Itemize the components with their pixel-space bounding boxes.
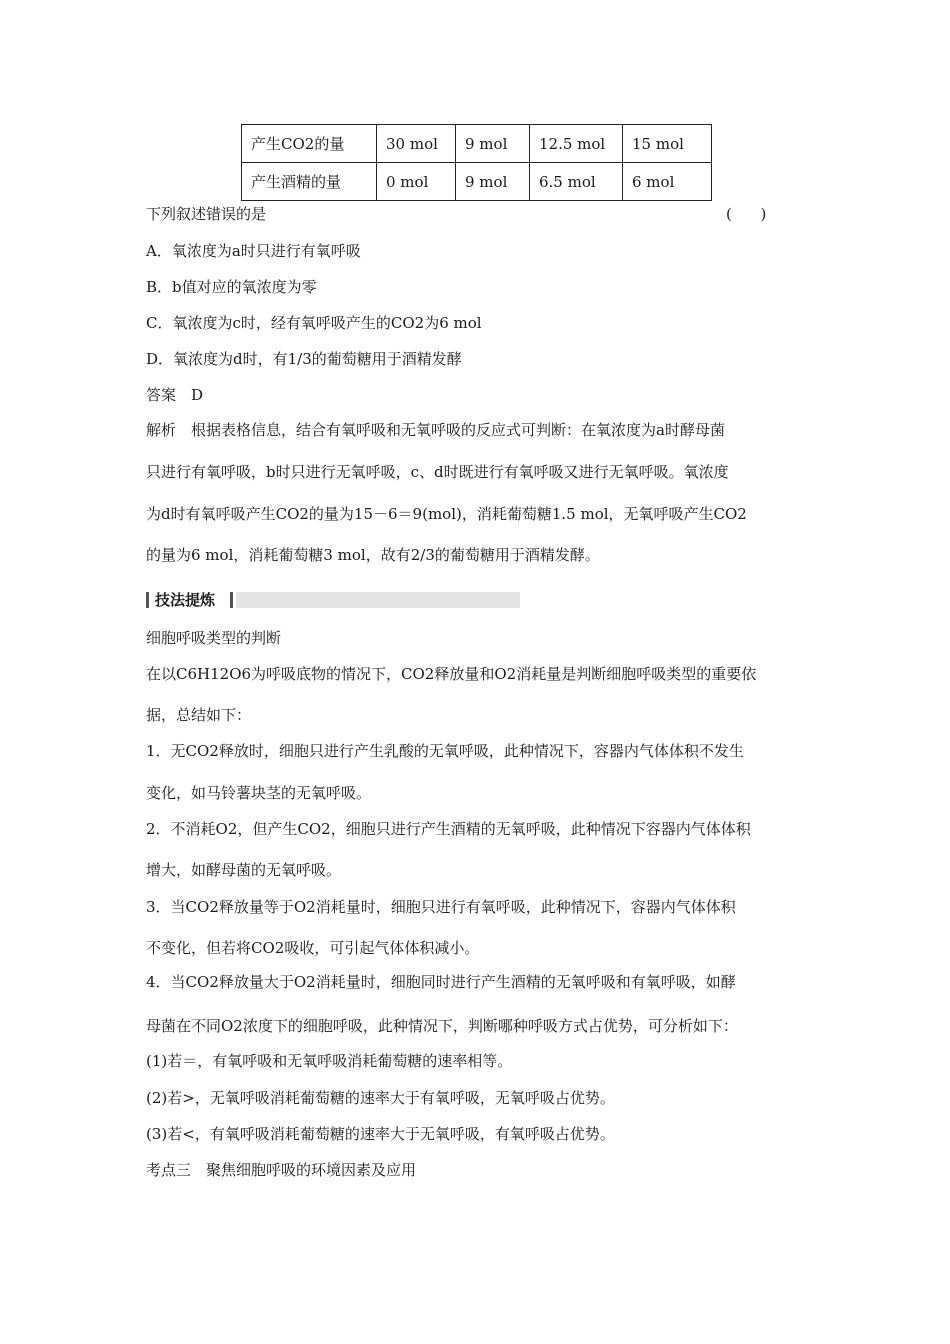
body-line: 变化，如马铃薯块茎的无氧呼吸。 [146,784,372,802]
table-cell: 产生酒精的量 [242,163,377,201]
body-line: 1．无CO2释放时，细胞只进行产生乳酸的无氧呼吸，此种情况下，容器内气体体积不发生 [146,742,744,760]
body-line: 3．当CO2释放量等于O2消耗量时，细胞只进行有氧呼吸，此种情况下，容器内气体体积 [146,898,736,916]
body-line: 4．当CO2释放量大于O2消耗量时，细胞同时进行产生酒精的无氧呼吸和有氧呼吸，如酵 [146,973,736,991]
body-line: 在以C6H12O6为呼吸底物的情况下，CO2释放量和O2消耗量是判断细胞呼吸类型的重要依 [146,665,757,683]
section-header [146,591,520,609]
option-b: B．b值对应的氧浓度为零 [146,278,317,296]
table-cell: 6 mol [623,163,712,201]
analysis-line: 只进行有氧呼吸，b时只进行无氧呼吸，c、d时既进行有氧呼吸又进行无氧呼吸。氧浓度 [146,463,729,481]
data-table [241,124,712,201]
option-a: A．氧浓度为a时只进行有氧呼吸 [146,242,361,260]
table-cell: 30 mol [377,125,456,163]
header-divider [146,592,149,608]
table-cell: 15 mol [623,125,712,163]
table-cell: 0 mol [377,163,456,201]
table-cell: 9 mol [456,163,530,201]
body-line: 母菌在不同O2浓度下的细胞呼吸，此种情况下，判断哪种呼吸方式占优势，可分析如下： [146,1017,738,1035]
header-divider [230,592,233,608]
option-c: C．氧浓度为c时，经有氧呼吸产生的CO2为6 mol [146,314,482,332]
option-d: D．氧浓度为d时，有1/3的葡萄糖用于酒精发酵 [146,350,462,368]
answer-line: 答案 D [146,386,204,404]
analysis-line: 为d时有氧呼吸产生CO2的量为15－6＝9(mol)，消耗葡萄糖1.5 mol，无氧呼吸产生CO2 [146,505,747,523]
section-title: 考点三 聚焦细胞呼吸的环境因素及应用 [146,1161,417,1179]
analysis-line: 解析 根据表格信息，结合有氧呼吸和无氧呼吸的反应式可判断：在氧浓度为a时酵母菌 [146,421,725,439]
table-cell: 6.5 mol [530,163,623,201]
table-cell: 12.5 mol [530,125,623,163]
section-subtitle: 细胞呼吸类型的判断 [146,629,282,647]
body-line: (3)若<，有氧呼吸消耗葡萄糖的速率大于无氧呼吸，有氧呼吸占优势。 [146,1125,615,1143]
answer-blank: ( ) [726,205,767,223]
table-cell: 产生CO2的量 [242,125,377,163]
section-header-title: 技法提炼 [155,591,216,609]
table-row [242,163,712,201]
body-line: (2)若>，无氧呼吸消耗葡萄糖的速率大于有氧呼吸，无氧呼吸占优势。 [146,1089,615,1107]
table-row [242,125,712,163]
body-line: 不变化，但若将CO2吸收，可引起气体体积减小。 [146,939,480,957]
body-line: 据，总结如下： [146,706,252,724]
body-line: 增大，如酵母菌的无氧呼吸。 [146,861,342,879]
header-shade-bar [236,592,520,608]
question-stem: 下列叙述错误的是 [146,205,267,223]
table-cell: 9 mol [456,125,530,163]
analysis-line: 的量为6 mol，消耗葡萄糖3 mol，故有2/3的葡萄糖用于酒精发酵。 [146,546,600,564]
body-line: 2．不消耗O2，但产生CO2，细胞只进行产生酒精的无氧呼吸，此种情况下容器内气体体积 [146,820,751,838]
body-line: (1)若＝，有氧呼吸和无氧呼吸消耗葡萄糖的速率相等。 [146,1052,513,1070]
